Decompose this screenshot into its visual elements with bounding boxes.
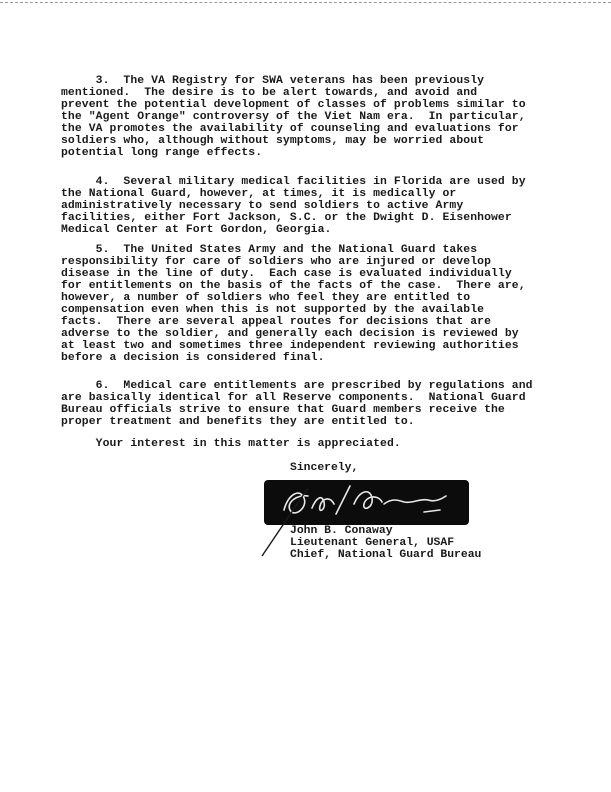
paragraph-6: 6. Medical care entitlements are prescribed by regulations and are basically identical for all Reserve components. National Guard Bureau officials strive to ensure that Guard members receive the proper treatment and benefits they are entitled to. (61, 380, 533, 428)
complimentary-close: Sincerely, (290, 462, 359, 474)
top-scan-line (0, 2, 611, 3)
paragraph-5: 5. The United States Army and the National Guard takes responsibility for care of soldiers who are injured or develop disease in the line of duty. Each case is evaluated individually for entitlements on the basis of the facts of the case. There are, however, a number of soldiers who feel they are entitled to compensation even when this is not supported by the available facts. There are several appeal routes for decisions that are adverse to the soldier, and generally each decision is reviewed by at least two and sometimes three independent reviewing authorities before a decision is considered final. (61, 244, 526, 364)
signer-title: Lieutenant General, USAF (290, 537, 455, 549)
signer-name: John B. Conaway (290, 525, 393, 537)
paragraph-3: 3. The VA Registry for SWA veterans has been previously mentioned. The desire is to be alert towards, and avoid and prevent the potential development of classes of problems similar to the "Agent Orange" controversy of the Viet Nam era. In particular, the VA promotes the availability of counseling and evaluations for soldiers who, although without symptoms, may be worried about potential long range effects. (61, 75, 526, 159)
paragraph-4: 4. Several military medical facilities in Florida are used by the National Guard, however, at times, it is medically or administratively necessary to send soldiers to active Army facilities, either Fort Jackson, S.C. or the Dwight D. Eisenhower Medical Center at Fort Gordon, Georgia. (61, 176, 526, 236)
signer-office: Chief, National Guard Bureau (290, 549, 482, 561)
closing-line: Your interest in this matter is appreciated. (61, 438, 401, 450)
